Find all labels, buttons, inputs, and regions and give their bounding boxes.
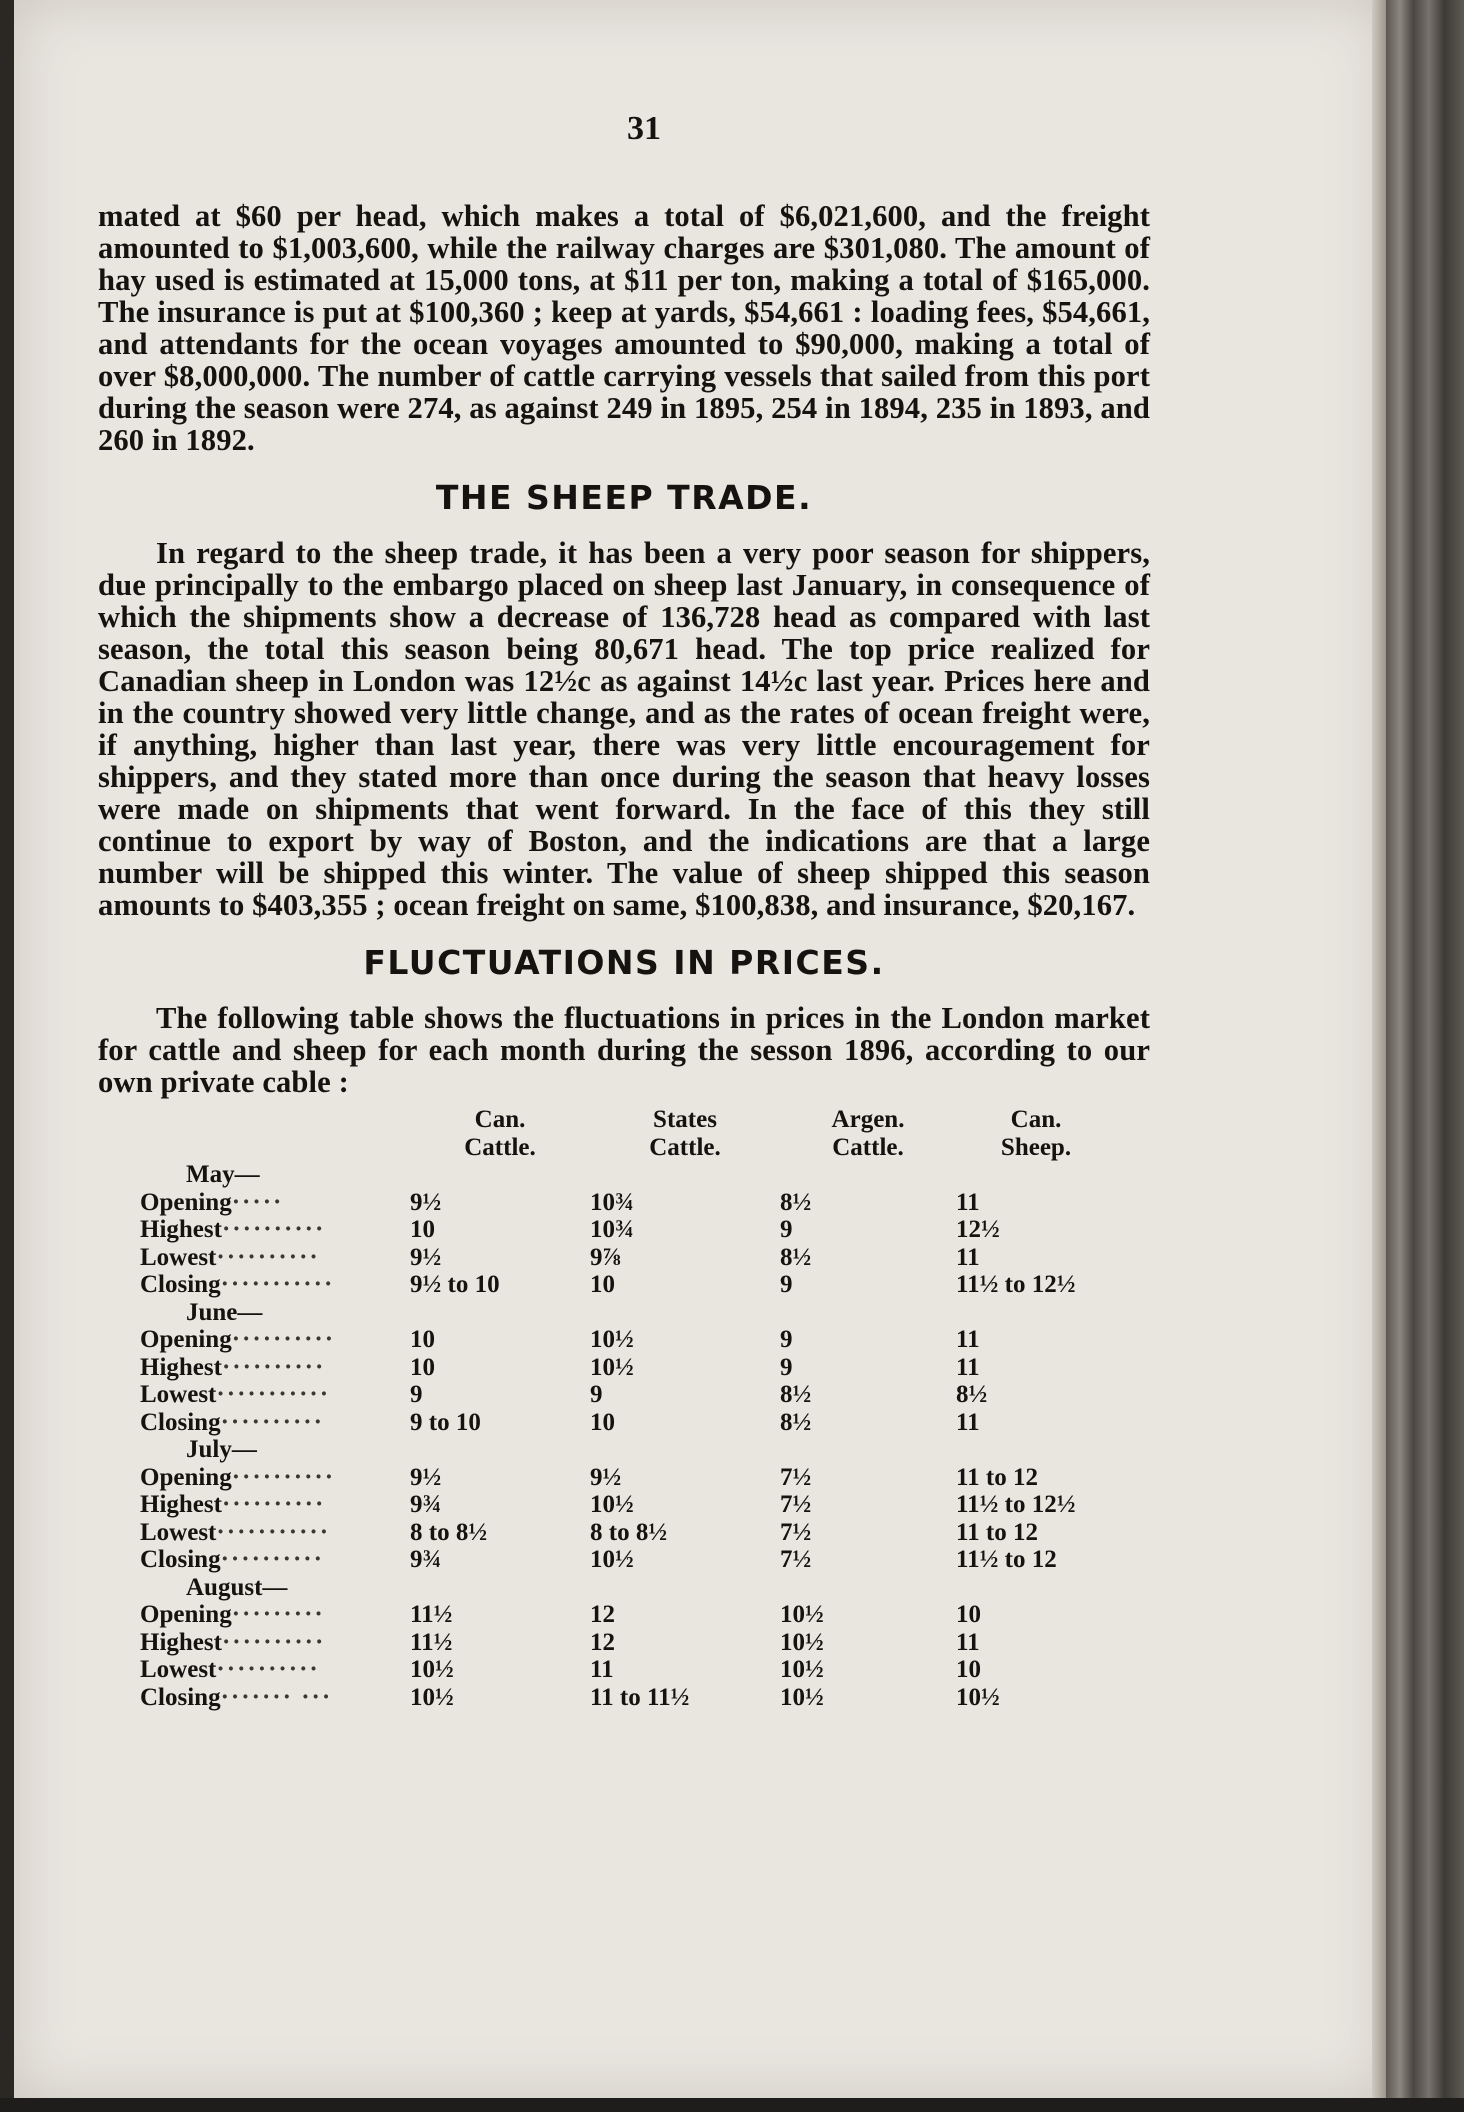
- row-label: Lowest··········: [140, 1243, 320, 1271]
- table-cell: 8½: [956, 1381, 988, 1408]
- leader-dots: ··········: [216, 1243, 320, 1271]
- table-cell: 9⅞: [590, 1243, 622, 1271]
- month-row: [140, 1161, 1116, 1189]
- column-header: Can. Sheep.: [1000, 1106, 1072, 1161]
- row-label: Opening·····: [140, 1188, 284, 1216]
- table-cell: 11½: [410, 1601, 453, 1628]
- table-row: [140, 1244, 1116, 1272]
- table-row: [140, 1684, 1116, 1712]
- month-label: July—: [186, 1436, 257, 1463]
- table-row: [140, 1381, 1116, 1409]
- table-row: [140, 1601, 1116, 1629]
- row-label: Closing··········: [140, 1408, 324, 1436]
- leader-dots: ··········: [231, 1463, 336, 1491]
- table-cell: 10½: [410, 1656, 454, 1683]
- leader-dots: ·········: [231, 1601, 325, 1628]
- leader-dots: ··········: [221, 1353, 326, 1381]
- table-cell: 8 to 8½: [590, 1518, 668, 1546]
- table-cell: 9¾: [410, 1546, 442, 1573]
- table-cell: 9: [780, 1216, 793, 1243]
- table-cell: 9: [780, 1353, 793, 1381]
- table-cell: 7½: [780, 1491, 812, 1518]
- page-number: 31: [627, 110, 661, 147]
- table-cell: 10½: [410, 1683, 454, 1711]
- table-cell: 11½ to 12: [956, 1546, 1057, 1573]
- month-row: [140, 1574, 1116, 1602]
- table-cell: 10: [410, 1326, 435, 1353]
- table-cell: 10½: [590, 1353, 634, 1381]
- leader-dots: ··········: [231, 1326, 336, 1353]
- table-cell: 11½ to 12½: [956, 1491, 1076, 1518]
- column-header: States Cattle.: [649, 1106, 721, 1161]
- leader-dots: ··········: [216, 1656, 320, 1683]
- row-label: Highest··········: [140, 1491, 326, 1518]
- table-cell: 10: [956, 1601, 981, 1628]
- cattle-trade-paragraph: mated at $60 per head, which makes a total of $6,021,600, and the freight amounted to $1,003,600, while the railway charges are $301,080. The amount of hay used is estimated at 15,000 tons, at $11 per ton, making a total of $165,000. The insurance is put at $100,360 ; keep at yards, $54,661 : loading fees, $54,661, and attendants for the ocean voyages amounted to $90,000, making a total of over $8,000,000. The number of cattle carrying vessels that sailed from this port during the season were 274, as against 249 in 1895, 254 in 1894, 235 in 1893, and 260 in 1892.: [98, 199, 1150, 457]
- table-cell: 11½ to 12½: [956, 1271, 1076, 1298]
- month-row: [140, 1299, 1116, 1327]
- row-label: Highest··········: [140, 1353, 326, 1381]
- sheep-trade-heading: THE SHEEP TRADE.: [435, 478, 813, 517]
- table-cell: 11: [956, 1628, 980, 1656]
- table-cell: 8 to 8½: [410, 1518, 488, 1546]
- table-row: [140, 1271, 1116, 1299]
- table-row: [140, 1354, 1116, 1382]
- table-cell: 10½: [780, 1628, 824, 1656]
- table-cell: 10: [410, 1216, 435, 1243]
- leader-dots: ··········: [221, 1491, 326, 1518]
- table-cell: 11 to 12: [956, 1463, 1038, 1491]
- table-cell: 9 to 10: [410, 1408, 481, 1436]
- row-label: Lowest··········: [140, 1656, 320, 1683]
- table-cell: 10¾: [590, 1216, 634, 1243]
- row-label: Closing······· ···: [140, 1683, 333, 1711]
- table-cell: 10: [590, 1408, 615, 1436]
- table-cell: 11: [956, 1188, 980, 1216]
- table-cell: 9½: [590, 1463, 622, 1491]
- row-label: Opening··········: [140, 1463, 336, 1491]
- table-cell: 12: [590, 1628, 615, 1656]
- table-cell: 9: [780, 1326, 793, 1353]
- leader-dots: ······· ···: [220, 1683, 333, 1711]
- table-row: [140, 1491, 1116, 1519]
- table-row: [140, 1189, 1116, 1217]
- month-label: August—: [186, 1573, 288, 1601]
- table-cell: 8½: [780, 1243, 812, 1271]
- leader-dots: ··········: [221, 1628, 326, 1656]
- leader-dots: ··········: [220, 1546, 324, 1573]
- table-cell: 9½: [410, 1243, 442, 1271]
- table-cell: 10½: [780, 1601, 824, 1628]
- book-spine: [1386, 0, 1464, 2112]
- table-cell: 7½: [780, 1463, 812, 1491]
- table-cell: 10½: [956, 1683, 1000, 1711]
- table-cell: 9¾: [410, 1491, 442, 1518]
- page-edge: [1372, 0, 1386, 2112]
- table-cell: 9: [780, 1271, 793, 1298]
- column-header: Can. Cattle.: [464, 1106, 536, 1161]
- leader-dots: ···········: [216, 1518, 331, 1546]
- table-header-row: [140, 1106, 1116, 1161]
- table-cell: 9: [410, 1381, 423, 1408]
- price-fluctuation-table: [140, 1106, 1116, 1711]
- table-row: [140, 1629, 1116, 1657]
- table-cell: 8½: [780, 1408, 812, 1436]
- table-cell: 8½: [780, 1188, 812, 1216]
- table-cell: 10: [410, 1353, 435, 1381]
- table-row: [140, 1464, 1116, 1492]
- table-row: [140, 1546, 1116, 1574]
- table-cell: 10½: [780, 1656, 824, 1683]
- month-label: May—: [186, 1161, 260, 1188]
- fluctuations-intro-paragraph: The following table shows the fluctuations in prices in the London market for cattle and sheep for each month during the sesson 1896, according to our own private cable :: [98, 1001, 1150, 1099]
- month-row: [140, 1436, 1116, 1464]
- leader-dots: ···········: [216, 1381, 331, 1408]
- fluctuations-heading: FLUCTUATIONS IN PRICES.: [363, 943, 885, 982]
- row-label: Closing···········: [140, 1271, 335, 1298]
- table-cell: 10½: [590, 1491, 634, 1518]
- row-label: Opening··········: [140, 1326, 336, 1353]
- table-cell: 12: [590, 1601, 615, 1628]
- table-cell: 11: [956, 1408, 980, 1436]
- leader-dots: ·····: [231, 1188, 284, 1216]
- table-cell: 11 to 11½: [590, 1683, 690, 1711]
- table-row: [140, 1326, 1116, 1354]
- table-cell: 10: [590, 1271, 615, 1298]
- scan-border: [0, 2098, 1464, 2112]
- table-cell: 9½: [410, 1188, 442, 1216]
- sheep-trade-paragraph: In regard to the sheep trade, it has been a very poor season for shippers, due principally to the embargo placed on sheep last January, in consequence of which the shipments show a decrease of 136,728 head as compared with last season, the total this season being 80,671 head. The top price realized for Canadian sheep in London was 12½c as against 14½c last year. Prices here and in the country showed very little change, and as the rates of ocean freight were, if anything, higher than last year, there was very little encouragement for shippers, and they stated more than once during the season that heavy losses were made on shipments that went forward. In the face of this they still continue to export by way of Boston, and the indications are that a large number will be shipped this winter. The value of sheep shipped this season amounts to $403,355 ; ocean freight on same, $100,838, and insurance, $20,167.: [98, 536, 1150, 922]
- table-cell: 9: [590, 1381, 603, 1408]
- table-cell: 7½: [780, 1518, 812, 1546]
- row-label: Highest··········: [140, 1216, 326, 1243]
- table-row: [140, 1519, 1116, 1547]
- table-row: [140, 1409, 1116, 1437]
- table-cell: 10½: [590, 1326, 634, 1353]
- leader-dots: ··········: [220, 1408, 324, 1436]
- column-header: Argen. Cattle.: [831, 1106, 905, 1161]
- month-label: June—: [186, 1298, 263, 1326]
- row-label: Opening·········: [140, 1601, 325, 1628]
- row-label: Lowest···········: [140, 1518, 331, 1546]
- table-cell: 9½: [410, 1463, 442, 1491]
- table-row: [140, 1656, 1116, 1684]
- leader-dots: ···········: [220, 1271, 335, 1298]
- table-cell: 11: [956, 1326, 980, 1353]
- table-cell: 9½ to 10: [410, 1271, 500, 1298]
- table-cell: 11: [956, 1243, 980, 1271]
- row-label: Lowest···········: [140, 1381, 331, 1408]
- table-cell: 11: [590, 1656, 614, 1683]
- table-cell: 7½: [780, 1546, 812, 1573]
- page-content: [98, 110, 1150, 1711]
- table-cell: 10: [956, 1656, 981, 1683]
- table-row: [140, 1216, 1116, 1244]
- table-cell: 10¾: [590, 1188, 634, 1216]
- row-label: Closing··········: [140, 1546, 324, 1573]
- table-cell: 11: [956, 1353, 980, 1381]
- table-cell: 8½: [780, 1381, 812, 1408]
- table-cell: 10½: [780, 1683, 824, 1711]
- table-cell: 12½: [956, 1216, 1000, 1243]
- table-cell: 11½: [410, 1628, 453, 1656]
- table-cell: 10½: [590, 1546, 634, 1573]
- table-cell: 11 to 12: [956, 1518, 1038, 1546]
- row-label: Highest··········: [140, 1628, 326, 1656]
- leader-dots: ··········: [221, 1216, 326, 1243]
